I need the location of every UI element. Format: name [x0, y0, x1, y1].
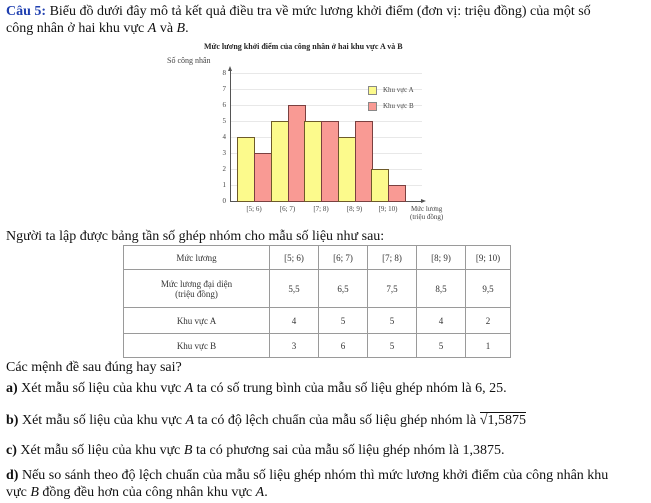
legend-swatch-b — [368, 102, 377, 111]
x-axis-label: Mức lương (triệu đồng) — [410, 205, 444, 221]
table-row — [124, 308, 511, 334]
table-cell: 4 — [270, 308, 319, 334]
table-cell: 1 — [466, 334, 511, 358]
table-row — [124, 270, 511, 308]
bar-a — [271, 121, 289, 202]
chart-title: Mức lương khởi điểm của công nhân ở hai khu vực A và B — [204, 42, 403, 51]
y-axis-label: Số công nhân — [167, 56, 211, 65]
question-intro-line1: Câu 5: Biểu đồ dưới đây mô tả kết quả điều tra về mức lương khởi điểm (đơn vị: triệu đồng) của một số — [6, 4, 591, 19]
y-tick-label: 1 — [222, 181, 226, 189]
y-tick-label: 4 — [222, 133, 226, 141]
legend-item-b: Khu vực B — [368, 98, 414, 114]
gridline — [230, 73, 422, 74]
table-cell: 5 — [417, 334, 466, 358]
legend-item-a: Khu vực A — [368, 82, 414, 98]
y-tick-label: 6 — [222, 101, 226, 109]
table-cell: 4 — [417, 308, 466, 334]
statement-d-line1: d) Nếu so sánh theo độ lệch chuẩn của mẫu số liệu ghép nhóm thì mức lương khởi điểm của công nhân khu — [6, 468, 609, 483]
statement-a: a) Xét mẫu số liệu của khu vực A ta có số trung bình của mẫu số liệu ghép nhóm là 6, 25. — [6, 381, 507, 396]
table-cell: 5 — [368, 308, 417, 334]
bar-b — [355, 121, 373, 202]
statement-b: b) Xét mẫu số liệu của khu vực A ta có độ lệch chuẩn của mẫu số liệu ghép nhóm là √1,5875 — [6, 413, 526, 428]
bar-a — [237, 137, 255, 202]
bar-b — [388, 185, 406, 202]
x-tick-label: [7; 8) — [313, 205, 329, 213]
table-row — [124, 334, 511, 358]
frequency-table — [123, 245, 511, 358]
table-cell: 8,5 — [417, 270, 466, 308]
row-header: Mức lương — [124, 246, 270, 270]
bar-chart — [160, 40, 480, 225]
y-tick-label: 0 — [222, 197, 226, 205]
x-axis-arrow-icon — [421, 199, 426, 203]
y-tick-label: 7 — [222, 85, 226, 93]
y-tick-label: 8 — [222, 69, 226, 77]
table-cell: [7; 8) — [368, 246, 417, 270]
prompt: Các mệnh đề sau đúng hay sai? — [6, 360, 182, 375]
y-tick-label: 5 — [222, 117, 226, 125]
x-tick-label: [8; 9) — [346, 205, 363, 213]
table-cell: [5; 6) — [270, 246, 319, 270]
legend-swatch-a — [368, 86, 377, 95]
table-cell: [8; 9) — [417, 246, 466, 270]
table-cell: 3 — [270, 334, 319, 358]
y-axis-arrow-icon — [228, 66, 232, 71]
table-cell: 9,5 — [466, 270, 511, 308]
bar-b — [288, 105, 306, 202]
question-label: Câu 5: — [6, 4, 47, 19]
bar-b — [321, 121, 339, 202]
bar-a — [304, 121, 322, 202]
x-tick-label: [5; 6) — [246, 205, 262, 213]
table-cell: 5,5 — [270, 270, 319, 308]
sqrt-value: √1,5875 — [479, 413, 526, 428]
table-cell: 2 — [466, 308, 511, 334]
table-cell: 5 — [319, 308, 368, 334]
statement-c: c) Xét mẫu số liệu của khu vực B ta có phương sai của mẫu số liệu ghép nhóm là 1,3875. — [6, 443, 505, 458]
table-cell: [9; 10) — [466, 246, 511, 270]
question-intro-line2: công nhân ở hai khu vực A và B. — [6, 21, 189, 36]
table-cell: 6 — [319, 334, 368, 358]
x-tick-label: [9; 10) — [378, 205, 398, 213]
table-cell: 5 — [368, 334, 417, 358]
table-intro: Người ta lập được bảng tần số ghép nhóm cho mẫu số liệu như sau: — [6, 229, 385, 244]
row-header: Khu vực B — [124, 334, 270, 358]
table-cell: 6,5 — [319, 270, 368, 308]
y-tick-label: 2 — [222, 165, 226, 173]
statement-d-line2: vực B đồng đều hơn của công nhân khu vực A. — [6, 485, 268, 500]
table-cell: [6; 7) — [319, 246, 368, 270]
row-header: Mức lương đại diện (triệu đồng) — [124, 270, 270, 308]
table-cell: 7,5 — [368, 270, 417, 308]
bar-a — [338, 137, 356, 202]
x-tick-label: [6; 7) — [279, 205, 296, 213]
y-tick-label: 3 — [222, 149, 226, 157]
chart-legend — [368, 82, 414, 114]
y-axis — [230, 70, 231, 202]
bar-b — [254, 153, 272, 202]
table-row — [124, 246, 511, 270]
row-header: Khu vực A — [124, 308, 270, 334]
bar-a — [371, 169, 389, 202]
